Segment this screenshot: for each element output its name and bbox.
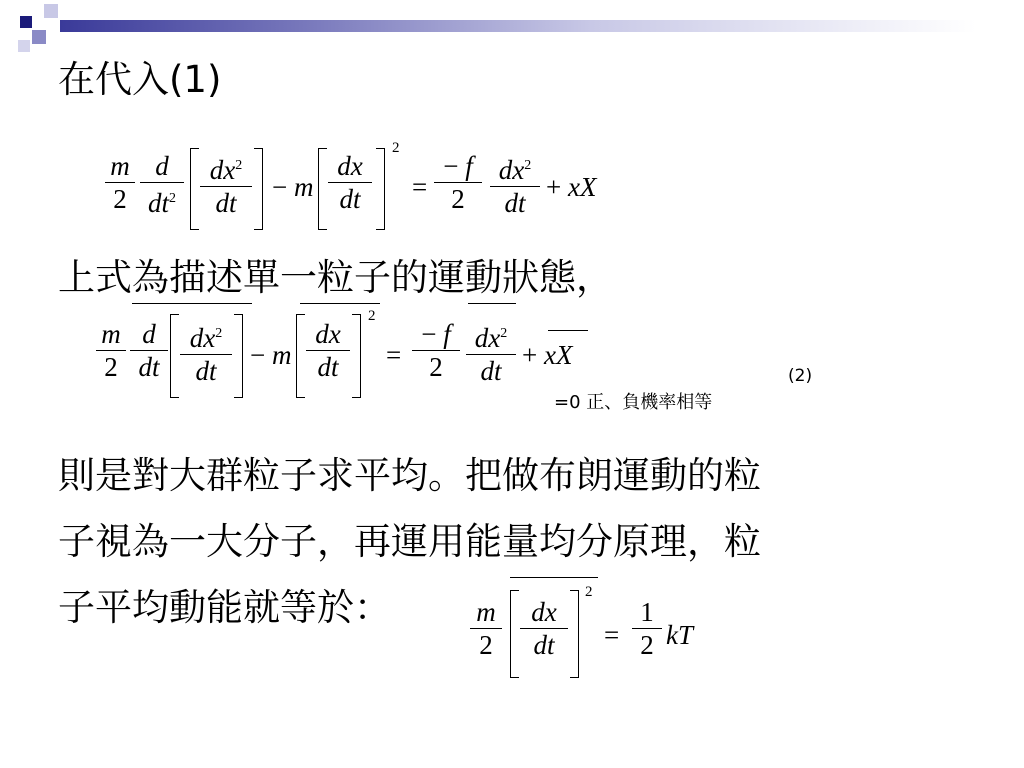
- header-square-mid: [32, 30, 46, 44]
- header-bar: [60, 20, 1024, 32]
- paragraph-line-2: 子視為一大分子，再運用能量均分原理，粒: [58, 520, 761, 563]
- description-line: 上式為描述單一粒子的運動狀態，: [58, 256, 613, 299]
- paragraph-line-1: 則是對大群粒子求平均。把做布朗運動的粒: [58, 454, 761, 497]
- equation-note: =0 正、負機率相等: [554, 392, 713, 413]
- header-square-dark: [20, 16, 32, 28]
- header-square-light: [44, 4, 58, 18]
- header-square-light-2: [18, 40, 30, 52]
- paragraph-line-3: 子平均動能就等於：: [58, 586, 391, 629]
- slide-heading: 在代入(1): [58, 58, 222, 101]
- equation-number: (2): [788, 366, 813, 386]
